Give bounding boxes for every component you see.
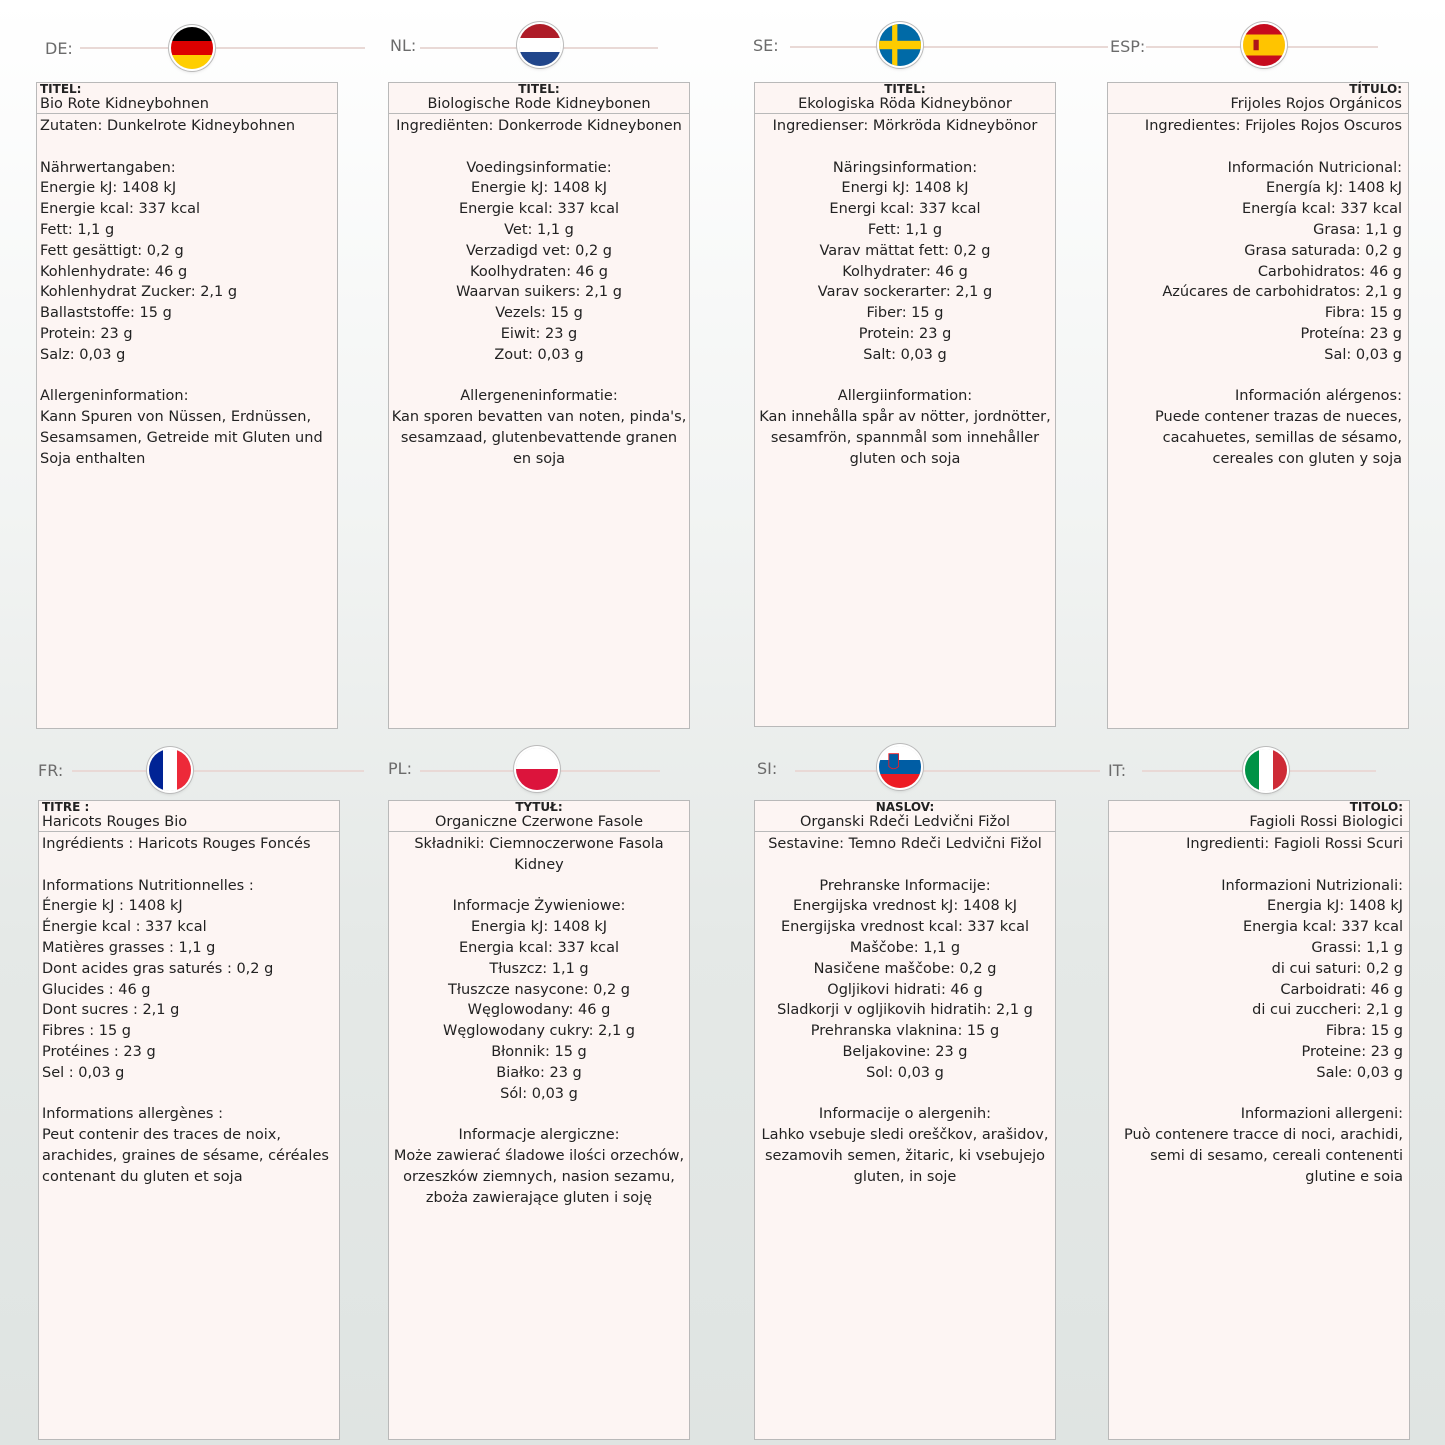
label-content: Składniki: Ciemnoczerwone Fasola Kidney Informacje Żywieniowe: Energia kJ: 1408 kJ Energia kcal: 337 kcal Tłuszcz: 1,1 g Tłuszcze nasycone: 0,2 g Węglowodany: 46 g Węglowodany cukry: 2,1 g Błonnik: 15 g Białko: 23 g Sól: 0,03 g Informacje alergiczne: Może zawierać śladowe ilości orzechów, orzeszków ziemnych, nasion sezamu, zboża zawierające gluten i soję	[393, 836, 685, 1206]
label-panel-fr	[38, 800, 340, 1440]
lang-code-de: DE:	[45, 39, 73, 58]
title-row	[1108, 83, 1408, 114]
title-row	[1109, 801, 1409, 832]
poland-flag-icon	[516, 748, 558, 790]
label-content: Ingrédients : Haricots Rouges Foncés Informations Nutritionnelles : Énergie kJ : 1408 kJ Énergie kcal : 337 kcal Matières grasses : 1,1 g Dont acides gras saturés : 0,2 g Glucides : 46 g Dont sucres : 2,1 g Fibres : 15 g Protéines : 23 g Sel : 0,03 g Informations allergènes : Peut contenir des traces de noix, arachides, graines de sésame, céréales contenant du gluten et soja	[42, 836, 329, 1185]
title-key: TITEL:	[40, 82, 82, 96]
title-key: TITEL:	[518, 82, 560, 96]
label-panel-it	[1108, 800, 1410, 1440]
title-row	[389, 801, 689, 832]
label-panel-de	[36, 82, 338, 729]
title-key: TÍTULO:	[1349, 82, 1402, 96]
label-content: Sestavine: Temno Rdeči Ledvični Fižol Prehranske Informacije: Energijska vrednost kJ: 1408 kJ Energijska vrednost kcal: 337 kcal Maščobe: 1,1 g Nasičene maščobe: 0,2 g Ogljikovi hidrati: 46 g Sladkorji v ogljikovih hidratih: 2,1 g Prehranska vlaknina: 15 g Beljakovine: 23 g Sol: 0,03 g Informacije o alergenih: Lahko vsebuje sledi oreščkov, arašidov, sezamovih semen, žitaric, ki vsebujejo gluten, in soje	[761, 836, 1049, 1185]
lang-code-esp: ESP:	[1110, 37, 1146, 56]
product-title: Biologische Rode Kidneybonen	[427, 96, 651, 112]
lang-code-nl: NL:	[390, 36, 417, 55]
label-content: Ingrediënten: Donkerrode Kidneybonen Voedingsinformatie: Energie kJ: 1408 kJ Energie kcal: 337 kcal Vet: 1,1 g Verzadigd vet: 0,2 g Koolhydraten: 46 g Waarvan suikers: 2,1 g Vezels: 15 g Eiwit: 23 g Zout: 0,03 g Allergeneninformatie: Kan sporen bevatten van noten, pinda's, sesamzaad, glutenbevattende granen en soja	[391, 118, 687, 467]
title-row	[39, 801, 339, 832]
label-content: Ingredienti: Fagioli Rossi Scuri Informazioni Nutrizionali: Energia kJ: 1408 kJ Energia kcal: 337 kcal Grassi: 1,1 g di cui saturi: 0,2 g Carboidrati: 46 g di cui zuccheri: 2,1 g Fibra: 15 g Proteine: 23 g Sale: 0,03 g Informazioni allergeni: Può contenere tracce di noci, arachidi, semi di sesamo, cereali contenenti glutine e soia	[1124, 836, 1403, 1185]
label-panel-pl	[388, 800, 690, 1440]
netherlands-flag-icon	[519, 24, 561, 66]
label-content: Ingredienser: Mörkröda Kidneybönor Näringsinformation: Energi kJ: 1408 kJ Energi kcal: 337 kcal Fett: 1,1 g Varav mättat fett: 0,2 g Kolhydrater: 46 g Varav sockerarter: 2,1 g Fiber: 15 g Protein: 23 g Salt: 0,03 g Allergiinformation: Kan innehålla spår av nötter, jordnötter, sesamfrön, spannmål som innehåller gluten och soja	[759, 118, 1051, 467]
lang-code-fr: FR:	[38, 761, 64, 780]
lang-code-pl: PL:	[388, 759, 412, 778]
title-row	[755, 801, 1055, 832]
label-panel-nl	[388, 82, 690, 729]
label-content: Ingredientes: Frijoles Rojos Oscuros Información Nutricional: Energía kJ: 1408 kJ Energía kcal: 337 kcal Grasa: 1,1 g Grasa saturada: 0,2 g Carbohidratos: 46 g Azúcares de carbohidratos: 2,1 g Fibra: 15 g Proteína: 23 g Sal: 0,03 g Información alérgenos: Puede contener trazas de nueces, cacahuetes, semillas de sésamo, cereales con gluten y soja	[1144, 118, 1402, 467]
italy-flag-icon	[1245, 749, 1287, 791]
title-row	[37, 83, 337, 114]
title-key: TITEL:	[884, 82, 926, 96]
france-flag-icon	[149, 749, 191, 791]
product-title: Fagioli Rossi Biologici	[1249, 814, 1403, 830]
germany-flag-icon	[171, 27, 213, 69]
spain-flag-icon	[1243, 24, 1285, 66]
label-panel-si	[754, 800, 1056, 1440]
title-row	[389, 83, 689, 114]
divider-de	[80, 47, 365, 49]
product-title: Organiczne Czerwone Fasole	[434, 814, 644, 830]
title-row	[755, 83, 1055, 114]
label-content: Zutaten: Dunkelrote Kidneybohnen Nährwertangaben: Energie kJ: 1408 kJ Energie kcal: 337 kcal Fett: 1,1 g Fett gesättigt: 0,2 g Kohlenhydrate: 46 g Kohlenhydrat Zucker: 2,1 g Ballaststoffe: 15 g Protein: 23 g Salz: 0,03 g Allergeninformation: Kann Spuren von Nüssen, Erdnüssen, Sesamsamen, Getreide mit Gluten und Soja enthalten	[40, 118, 323, 467]
title-key: TITOLO:	[1349, 800, 1403, 814]
sweden-flag-icon	[879, 24, 921, 66]
product-title: Haricots Rouges Bio	[42, 814, 188, 830]
product-title: Ekologiska Röda Kidneybönor	[798, 96, 1012, 112]
lang-code-it: IT:	[1108, 761, 1127, 780]
lang-code-se: SE:	[753, 36, 779, 55]
label-panel-se	[754, 82, 1056, 727]
title-key: NASLOV:	[875, 800, 935, 814]
product-title: Frijoles Rojos Orgánicos	[1230, 96, 1402, 112]
divider-se	[790, 46, 1108, 48]
divider-si	[795, 770, 1100, 772]
divider-fr	[72, 770, 364, 772]
title-key: TYTUŁ:	[515, 800, 563, 814]
product-title: Bio Rote Kidneybohnen	[40, 96, 209, 112]
title-key: TITRE :	[42, 800, 90, 814]
lang-code-si: SI:	[757, 759, 778, 778]
slovenia-flag-icon	[879, 746, 921, 788]
label-panel-esp	[1107, 82, 1409, 729]
product-title: Organski Rdeči Ledvični Fižol	[800, 814, 1010, 830]
